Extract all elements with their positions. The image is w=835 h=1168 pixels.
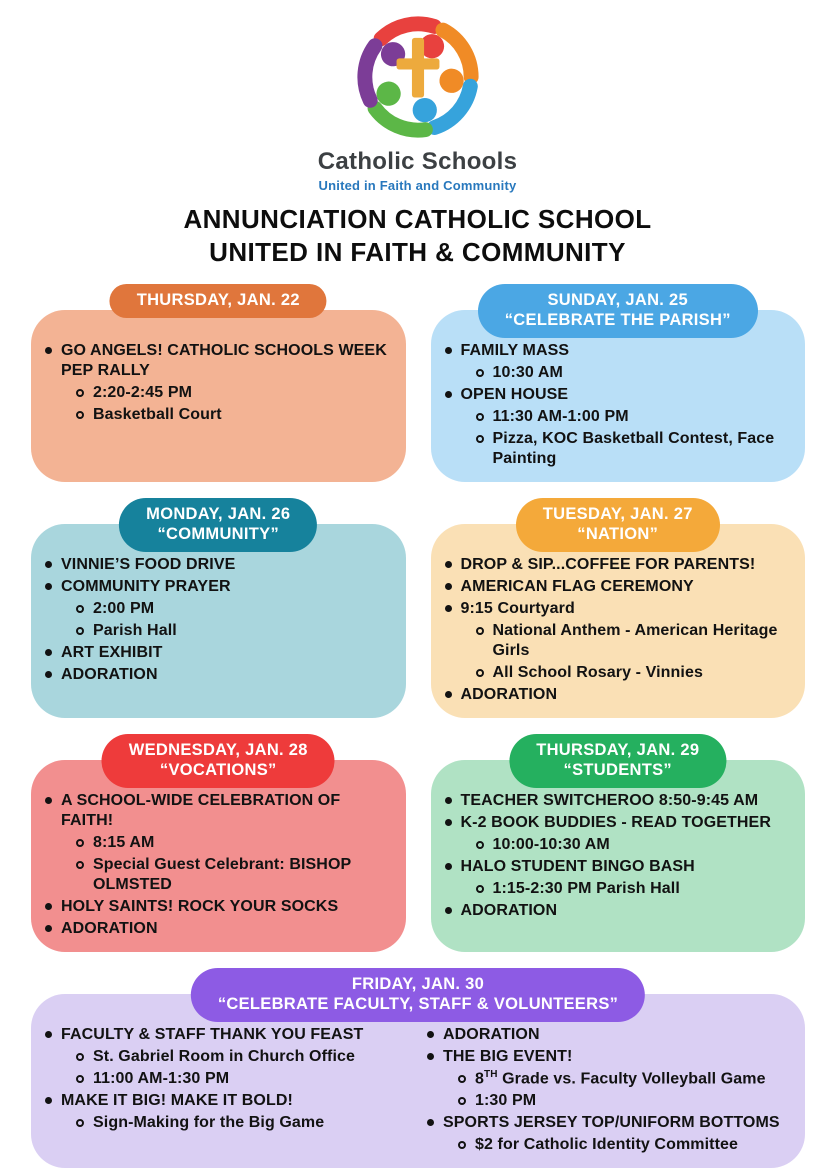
event-list	[441, 340, 792, 470]
event-text: MAKE IT BIG! MAKE IT BOLD!	[61, 1092, 293, 1109]
event-subitem	[45, 382, 392, 404]
circle-bullet-icon	[76, 839, 84, 847]
event-subtext: 10:30 AM	[492, 364, 563, 381]
page-title-line-1: ANNUNCIATION CATHOLIC SCHOOL	[183, 204, 652, 234]
circle-bullet-icon	[76, 861, 84, 869]
event-text: ADORATION	[61, 920, 158, 937]
event-item	[445, 384, 792, 406]
event-item	[45, 664, 392, 686]
event-subtext: Basketball Court	[93, 406, 222, 423]
event-item	[45, 918, 392, 940]
event-item	[45, 1024, 409, 1046]
page-title	[0, 203, 835, 268]
event-item	[45, 642, 392, 664]
circle-bullet-icon	[476, 627, 484, 635]
card-wednesday-jan-28	[31, 734, 406, 952]
event-subitem	[445, 362, 792, 384]
card-header-line: TUESDAY, JAN. 27	[542, 505, 693, 523]
event-subtext: National Anthem - American Heritage Girls	[492, 622, 778, 659]
card-header	[191, 968, 645, 1022]
event-list	[41, 554, 392, 686]
card-header	[478, 284, 758, 338]
bullet-icon	[445, 561, 452, 568]
event-item	[445, 340, 792, 362]
event-text: SPORTS JERSEY TOP/UNIFORM BOTTOMS	[443, 1114, 780, 1132]
event-text: HALO STUDENT BINGO BASH	[460, 858, 695, 875]
event-item	[445, 554, 792, 576]
card-body	[31, 310, 406, 482]
event-text: GO ANGELS! CATHOLIC SCHOOLS WEEK PEP RALLY	[61, 342, 387, 379]
event-list	[441, 554, 792, 706]
bullet-icon	[445, 347, 452, 354]
card-thursday-jan-29	[431, 734, 806, 952]
event-subitem	[45, 620, 392, 642]
event-text: OPEN HOUSE	[460, 386, 569, 403]
event-subtext: 8TH Grade vs. Faculty Volleyball Game	[475, 1069, 766, 1088]
bullet-icon	[45, 1031, 52, 1038]
event-list	[41, 340, 392, 426]
event-text: FAMILY MASS	[460, 342, 570, 359]
event-list	[423, 1024, 791, 1156]
event-item	[445, 790, 792, 812]
event-subitem	[445, 406, 792, 428]
bullet-icon	[427, 1053, 434, 1060]
event-text: FACULTY & STAFF THANK YOU FEAST	[61, 1026, 364, 1043]
bullet-icon	[427, 1031, 434, 1038]
event-subtext: 11:30 AM-1:00 PM	[492, 408, 629, 425]
event-text: ART EXHIBIT	[61, 644, 163, 661]
event-list	[41, 1024, 409, 1156]
cards-grid	[31, 284, 805, 1168]
bullet-icon	[445, 583, 452, 590]
card-header-line: “STUDENTS”	[563, 760, 672, 779]
event-subitem	[445, 878, 792, 900]
event-item	[45, 1090, 409, 1112]
circle-bullet-icon	[476, 841, 484, 849]
card-body	[431, 524, 806, 718]
bullet-icon	[45, 649, 52, 656]
card-header-line: THURSDAY, JAN. 22	[136, 291, 300, 309]
event-subitem	[427, 1134, 791, 1156]
cross-horizontal-bar	[396, 58, 439, 69]
circle-bullet-icon	[458, 1141, 466, 1149]
bullet-icon	[445, 391, 452, 398]
bullet-icon	[45, 1097, 52, 1104]
event-subtext: $2 for Catholic Identity Committee	[475, 1136, 738, 1154]
event-list	[41, 790, 392, 940]
circle-bullet-icon	[476, 413, 484, 421]
event-subitem	[445, 662, 792, 684]
card-header-line: WEDNESDAY, JAN. 28	[128, 741, 308, 759]
event-subtext: 11:00 AM-1:30 PM	[93, 1070, 230, 1087]
event-text: A SCHOOL-WIDE CELEBRATION OF FAITH!	[61, 792, 341, 829]
bullet-icon	[45, 347, 52, 354]
event-subtext: St. Gabriel Room in Church Office	[93, 1048, 355, 1065]
card-header	[516, 498, 720, 552]
event-subitem	[45, 1112, 409, 1134]
event-subitem	[427, 1090, 791, 1112]
circle-bullet-icon	[476, 369, 484, 377]
bullet-icon	[45, 797, 52, 804]
event-subitem	[427, 1068, 791, 1090]
event-item	[45, 896, 392, 918]
event-list	[441, 790, 792, 922]
event-item	[45, 340, 392, 382]
event-subtext: 10:00-10:30 AM	[492, 836, 610, 853]
card-body	[431, 760, 806, 952]
event-text: 9:15 Courtyard	[460, 600, 575, 617]
circle-bullet-icon	[458, 1075, 466, 1083]
event-item	[445, 812, 792, 834]
event-subitem	[45, 598, 392, 620]
card-header-line: “VOCATIONS”	[159, 760, 277, 779]
bullet-icon	[445, 605, 452, 612]
event-item	[445, 576, 792, 598]
event-subitem	[445, 834, 792, 856]
event-subtext: Special Guest Celebrant: BISHOP OLMSTED	[93, 856, 351, 893]
page-title-line-2: UNITED IN FAITH & COMMUNITY	[209, 236, 626, 267]
bullet-icon	[445, 691, 452, 698]
bullet-icon	[45, 903, 52, 910]
event-item	[45, 576, 392, 598]
event-text: COMMUNITY PRAYER	[61, 578, 231, 595]
card-header-line: SUNDAY, JAN. 25	[547, 291, 689, 309]
event-text: ADORATION	[460, 902, 558, 919]
circle-bullet-icon	[76, 411, 84, 419]
event-item	[445, 684, 792, 706]
event-subitem	[45, 832, 392, 854]
bullet-icon	[45, 671, 52, 678]
bullet-icon	[45, 583, 52, 590]
bullet-icon	[445, 797, 452, 804]
bullet-icon	[445, 863, 452, 870]
logo-title: Catholic Schools	[317, 148, 518, 175]
card-header	[102, 734, 335, 788]
event-text: ADORATION	[61, 666, 158, 683]
event-text: HOLY SAINTS! ROCK YOUR SOCKS	[61, 898, 339, 915]
circle-bullet-icon	[76, 1119, 84, 1127]
event-item	[427, 1024, 791, 1046]
circle-bullet-icon	[76, 1075, 84, 1083]
circle-bullet-icon	[476, 885, 484, 893]
card-header	[110, 284, 327, 318]
event-subtext: 1:15-2:30 PM Parish Hall	[492, 880, 680, 897]
event-subitem	[45, 1046, 409, 1068]
bullet-icon	[427, 1119, 434, 1126]
bullet-icon	[445, 819, 452, 826]
card-body	[31, 760, 406, 952]
event-subtext: 1:30 PM	[475, 1092, 537, 1110]
event-subtext: 2:00 PM	[93, 600, 155, 617]
event-text: VINNIE’S FOOD DRIVE	[61, 556, 236, 573]
circle-bullet-icon	[76, 1053, 84, 1061]
event-text: AMERICAN FLAG CEREMONY	[460, 578, 694, 595]
card-header-line: “COMMUNITY”	[157, 524, 280, 543]
circle-bullet-icon	[76, 627, 84, 635]
card-header-line: “CELEBRATE FACULTY, STAFF & VOLUNTEERS”	[217, 994, 619, 1013]
card-header-line: “NATION”	[577, 524, 659, 543]
event-subtext: 2:20-2:45 PM	[93, 384, 193, 401]
event-text: DROP & SIP...COFFEE FOR PARENTS!	[460, 556, 756, 573]
event-text: ADORATION	[443, 1026, 540, 1043]
circle-bullet-icon	[76, 389, 84, 397]
event-subitem	[445, 620, 792, 662]
event-subitem	[45, 854, 392, 896]
event-subitem	[45, 404, 392, 426]
card-header	[509, 734, 726, 788]
event-item	[427, 1046, 791, 1068]
event-item	[427, 1112, 791, 1134]
card-header-line: FRIDAY, JAN. 30	[351, 975, 485, 993]
event-text: THE BIG EVENT!	[443, 1048, 573, 1065]
event-subitem	[445, 428, 792, 470]
event-item	[45, 554, 392, 576]
event-subtext: All School Rosary - Vinnies	[492, 664, 703, 681]
circle-bullet-icon	[476, 669, 484, 677]
bullet-icon	[45, 925, 52, 932]
card-tuesday-jan-27	[431, 498, 806, 718]
event-subitem	[45, 1068, 409, 1090]
logo-subtitle: United in Faith and Community	[318, 178, 517, 193]
card-body	[31, 524, 406, 718]
card-header-line: “CELEBRATE THE PARISH”	[504, 310, 731, 329]
event-subtext: Parish Hall	[93, 622, 177, 639]
circle-bullet-icon	[76, 605, 84, 613]
card-thursday-jan-22	[31, 284, 406, 482]
logo-block	[0, 0, 835, 193]
card-friday-jan-30	[31, 968, 805, 1168]
event-item	[445, 856, 792, 878]
event-text: TEACHER SWITCHEROO 8:50-9:45 AM	[460, 792, 759, 809]
card-header-line: THURSDAY, JAN. 29	[536, 741, 700, 759]
event-item	[445, 900, 792, 922]
bullet-icon	[45, 561, 52, 568]
event-subtext: Sign-Making for the Big Game	[93, 1114, 325, 1131]
catholic-schools-logo	[342, 8, 494, 146]
card-header	[119, 498, 317, 552]
bullet-icon	[445, 907, 452, 914]
event-item	[445, 598, 792, 620]
event-text: K-2 BOOK BUDDIES - READ TOGETHER	[460, 814, 771, 831]
event-subtext: 8:15 AM	[93, 834, 155, 851]
card-monday-jan-26	[31, 498, 406, 718]
circle-bullet-icon	[458, 1097, 466, 1105]
event-item	[45, 790, 392, 832]
card-sunday-jan-25	[431, 284, 806, 482]
event-subtext: Pizza, KOC Basketball Contest, Face Painting	[492, 430, 775, 467]
card-header-line: MONDAY, JAN. 26	[146, 505, 291, 523]
event-text: ADORATION	[460, 686, 558, 703]
circle-bullet-icon	[476, 435, 484, 443]
